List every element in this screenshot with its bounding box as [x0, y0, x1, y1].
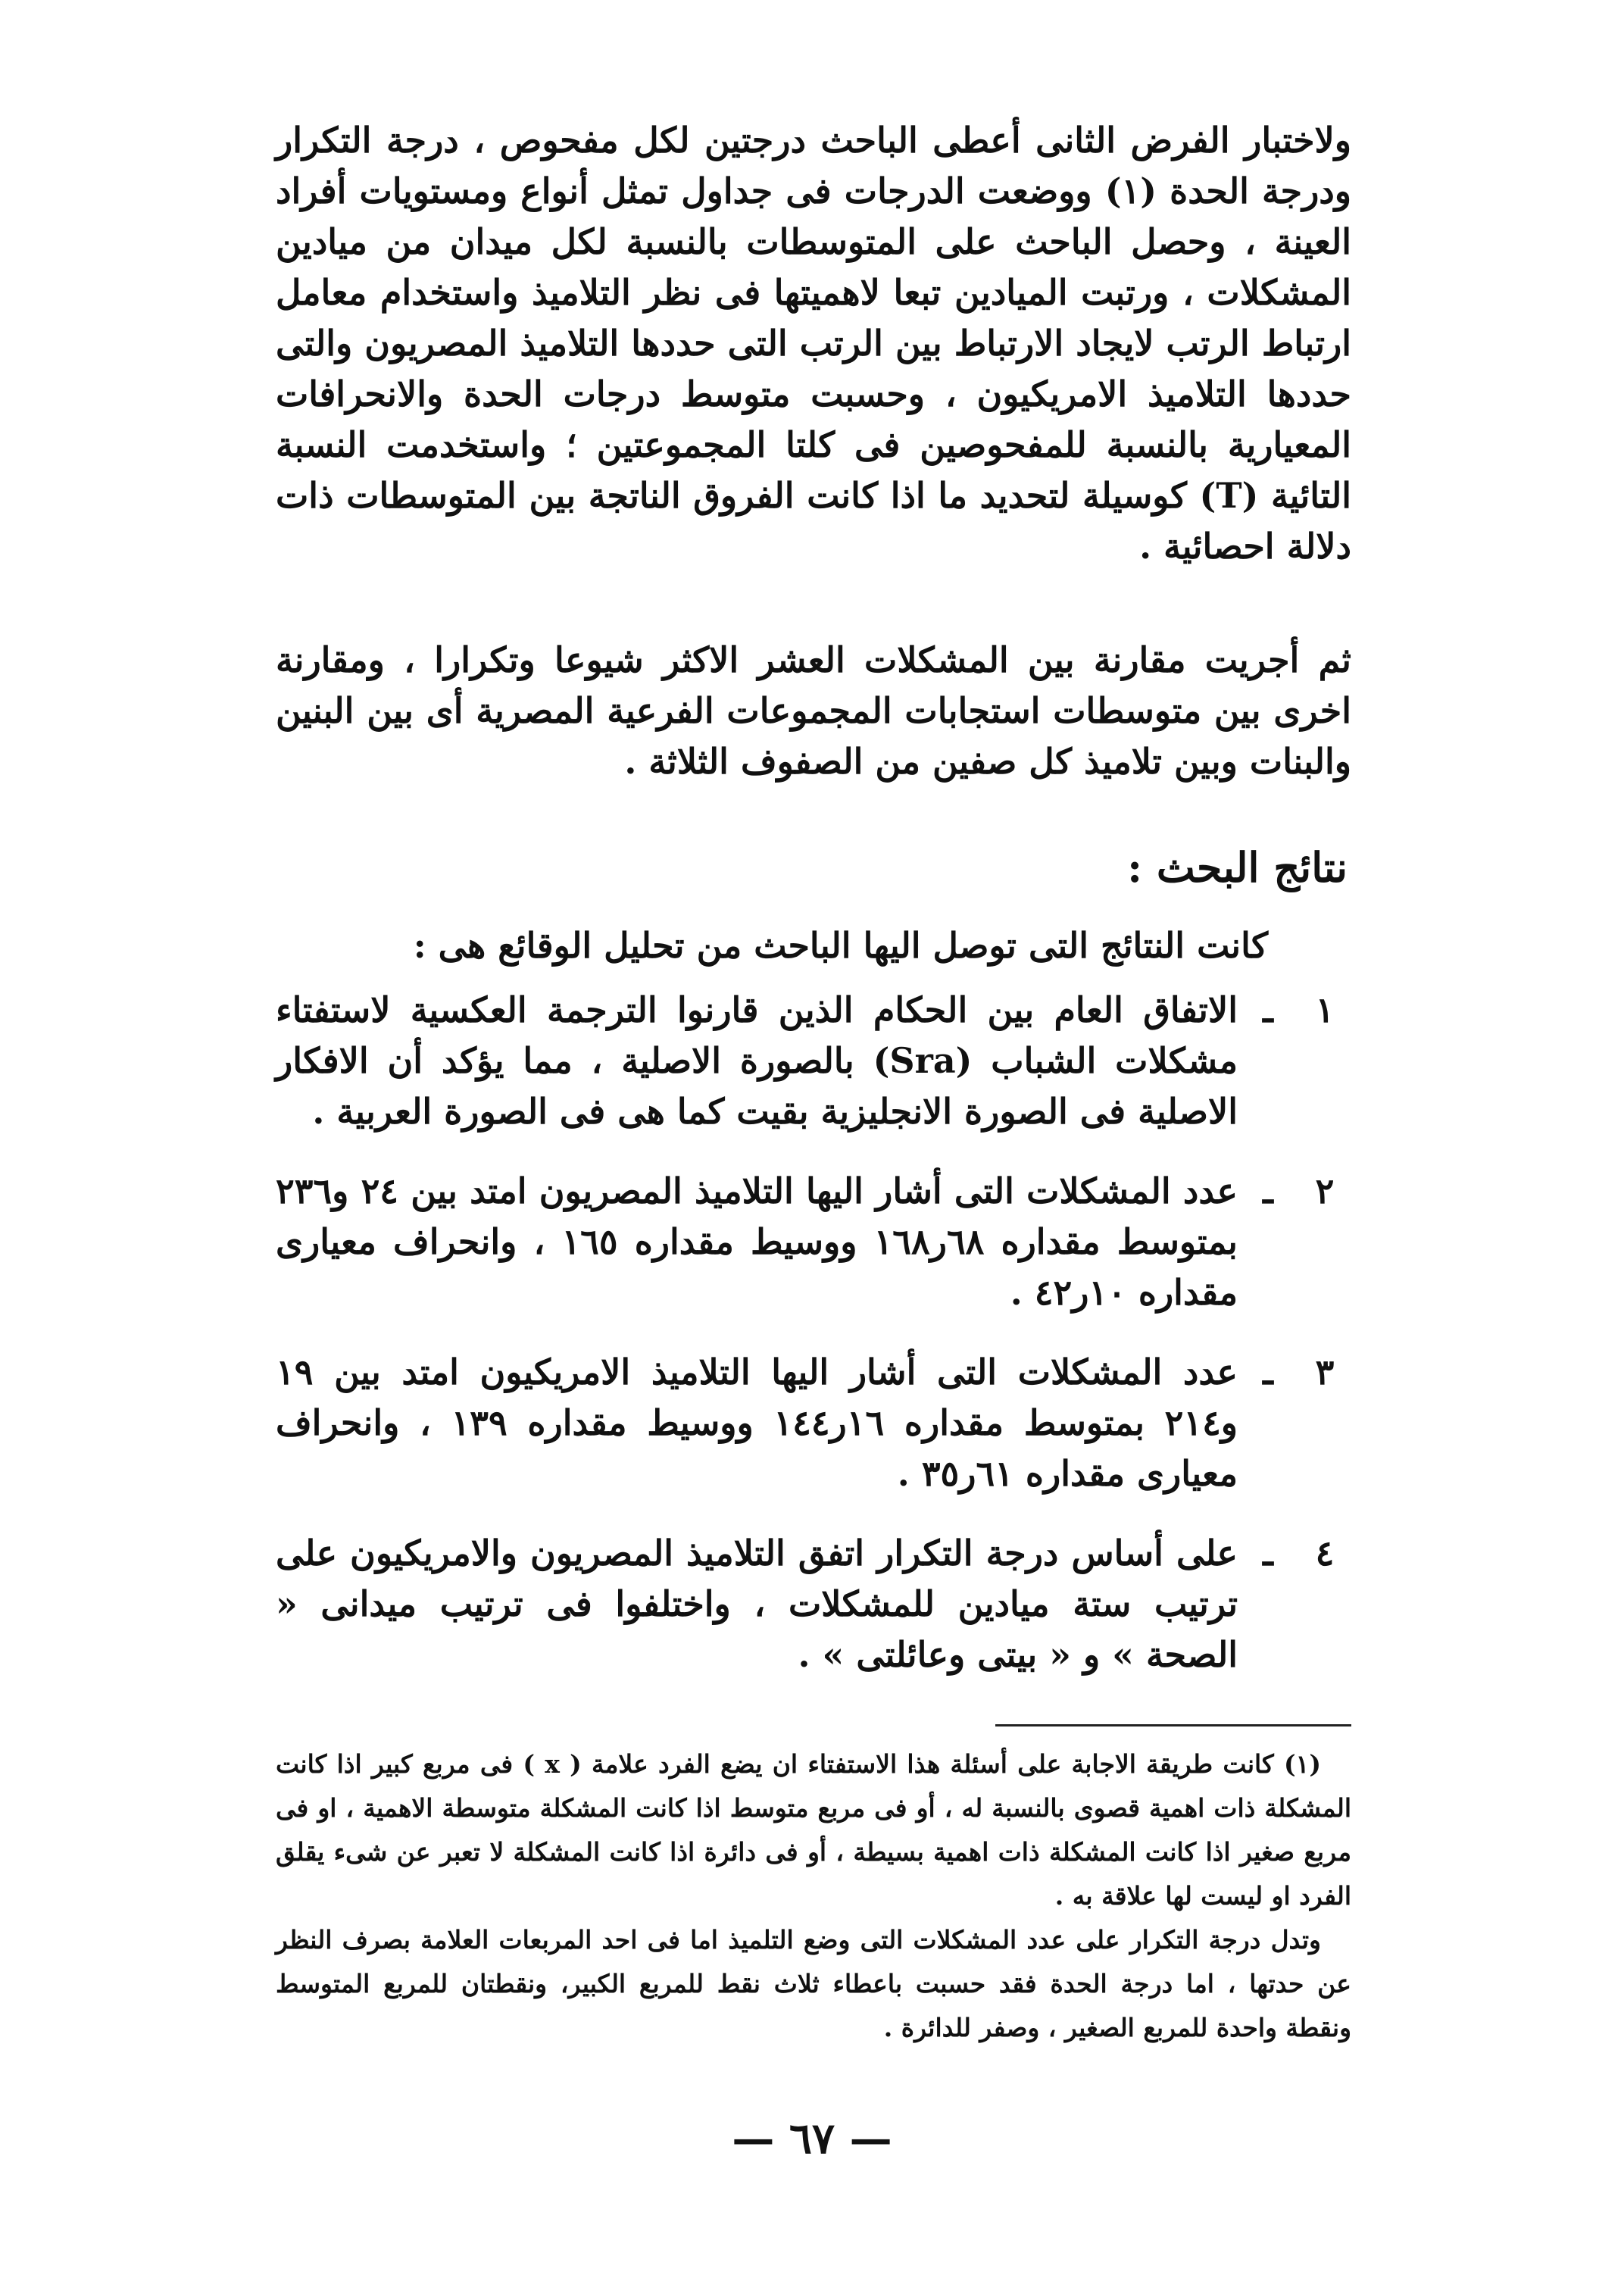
- results-intro: كانت النتائج التى توصل اليها الباحث من تحليل الوقائع هى :: [413, 925, 1268, 966]
- item-text: عدد المشكلات التى أشار اليها التلاميذ المصريون امتد بين ٢٤ و٢٣٦ بمتوسط مقداره ٦٨ر١٦٨ ووسيط مقداره ١٦٥ ، وانحراف معيارى مقداره ١٠ر٤٢ .: [276, 1170, 1238, 1313]
- results-list: [276, 985, 1351, 1709]
- item-text: عدد المشكلات التى أشار اليها التلاميذ الامريكيون امتد بين ١٩ و٢١٤ بمتوسط مقداره ١٦ر١٤٤ ووسيط مقداره ١٣٩ ، وانحراف معيارى مقداره ٦١ر٣٥ .: [276, 1351, 1238, 1494]
- item-number: ٢: [1315, 1170, 1335, 1211]
- item-dash: ـ: [1263, 989, 1273, 1030]
- item-text: الاتفاق العام بين الحكام الذين قارنوا الترجمة العكسية لاستفتاء مشكلات الشباب (Sra) بالصورة الاصلية ، مما يؤكد أن الافكار الاصلية فى الصورة الانجليزية بقيت كما هى فى الصورة العربية .: [276, 989, 1238, 1132]
- footnote-divider: [995, 1724, 1351, 1726]
- item-dash: ـ: [1263, 1351, 1273, 1392]
- item-dash: ـ: [1263, 1533, 1273, 1573]
- item-number: ١: [1315, 989, 1335, 1030]
- results-heading: نتائج البحث :: [1127, 843, 1348, 892]
- footnote-2: وتدل درجة التكرار على عدد المشكلات التى وضع التلميذ اما فى احد المربعات العلامة بصرف النظر عن حدتها ، اما درجة الحدة فقد حسبت باعطاء ثلاث نقط للمربع الكبير، ونقطتان للمربع المتوسط ونقطة واحدة للمربع الصغير ، وصفر للدائرة .: [276, 1925, 1351, 2042]
- item-dash: ـ: [1263, 1170, 1273, 1211]
- list-item: [276, 1528, 1351, 1680]
- footnotes: [276, 1742, 1351, 2050]
- method-paragraph: ولاختبار الفرض الثانى أعطى الباحث درجتين لكل مفحوص ، درجة التكرار ودرجة الحدة (١) ووضعت الدرجات فى جداول تمثل أنواع ومستويات أفراد العينة ، وحصل الباحث على المتوسطات بالنسبة لكل ميدان من ميادين المشكلات ، ورتبت الميادين تبعا لاهميتها فى نظر التلاميذ واستخدام معامل ارتباط الرتب لايجاد الارتباط بين الرتب التى حددها التلاميذ المصريون والتى حددها التلاميذ الامريكيون ، وحسبت متوسط درجات الحدة والانحرافات المعيارية بالنسبة للمفحوصين فى كلتا المجموعتين ؛ واستخدمت النسبة التائية (T) كوسيلة لتحديد ما اذا كانت الفروق الناتجة بين المتوسطات ذات دلالة احصائية .: [276, 120, 1351, 567]
- item-number: ٣: [1315, 1351, 1335, 1392]
- list-item: [276, 1347, 1351, 1499]
- list-item: [276, 1166, 1351, 1318]
- list-item: [276, 985, 1351, 1137]
- item-number: ٤: [1315, 1533, 1335, 1573]
- comparison-paragraph: ثم أجريت مقارنة بين المشكلات العشر الاكثر شيوعا وتكرارا ، ومقارنة اخرى بين متوسطات استجابات المجموعات الفرعية المصرية أى بين البنين والبنات وبين تلاميذ كل صفين من الصفوف الثلاثة .: [276, 639, 1351, 782]
- page-number: — ٦٧ —: [732, 2114, 892, 2164]
- footnote-1: (١) كانت طريقة الاجابة على أسئلة هذا الاستفتاء ان يضع الفرد علامة ( x ) فى مربع كبير اذا كانت المشكلة ذات اهمية قصوى بالنسبة له ، أو فى مربع متوسط اذا كانت المشكلة متوسطة الاهمية ، او فى مربع صغير اذا كانت المشكلة ذات اهمية بسيطة ، أو فى دائرة اذا كانت المشكلة لا تعبر عن شىء يقلق الفرد او ليست لها علاقة به .: [276, 1749, 1351, 1911]
- item-text: على أساس درجة التكرار اتفق التلاميذ المصريون والامريكيون على ترتيب ستة ميادين للمشكلات ، واختلفوا فى ترتيب ميدانى « الصحة » و « بيتى وعائلتى » .: [276, 1533, 1238, 1675]
